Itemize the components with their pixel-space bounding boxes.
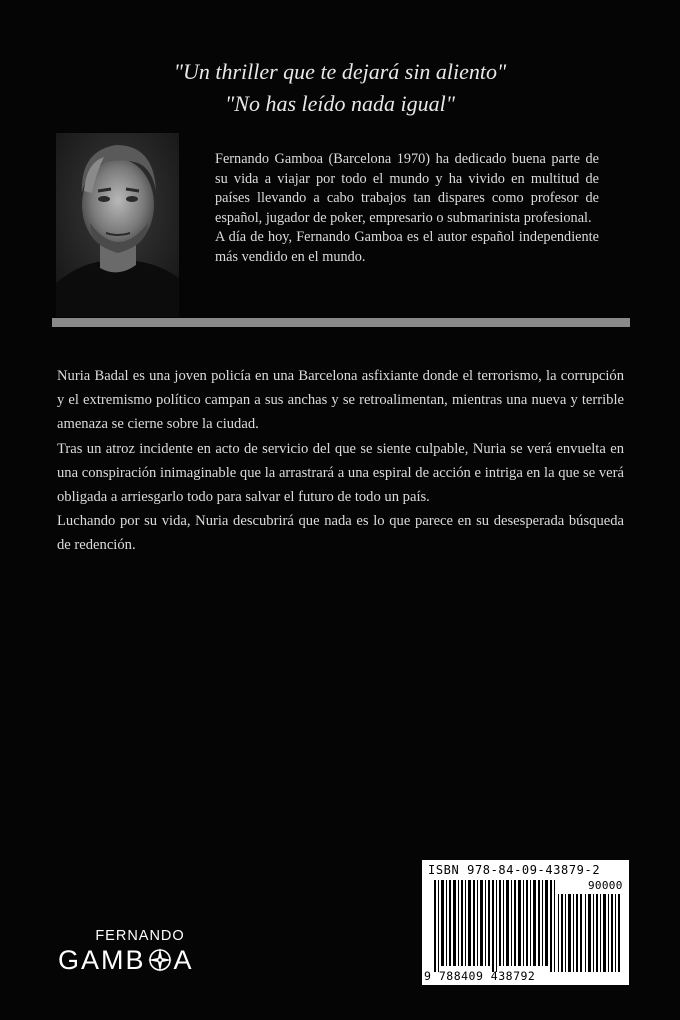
author-logo xyxy=(58,928,218,976)
compass-rose-icon xyxy=(147,947,173,973)
synopsis-paragraph: Luchando por su vida, Nuria descubrirá que nada es lo que parece en su desesperada búsqueda de redención. xyxy=(57,513,624,554)
synopsis-paragraph: Nuria Badal es una joven policía en una Barcelona asfixiante donde el terrorismo, la corrupción y el extremismo político campan a sus anchas y se retroalimentan, mientras una nueva y terrible amenaza se cierne sobre la ciudad. xyxy=(57,368,624,433)
author-portrait-image xyxy=(56,133,179,317)
bio-paragraph: A día de hoy, Fernando Gamboa es el autor español independiente más vendido en el mundo. xyxy=(215,229,599,265)
logo-bottom-right: A xyxy=(173,945,194,975)
divider-bar xyxy=(52,318,630,327)
price-code-text: 90000 xyxy=(588,879,623,892)
logo-top-text: FERNANDO xyxy=(95,928,185,944)
isbn-text: ISBN 978-84-09-43879-2 xyxy=(428,863,601,877)
quote-2: "No has leído nada igual" xyxy=(225,91,455,116)
synopsis-paragraph: Tras un atroz incidente en acto de servicio del que se siente culpable, Nuria se verá envuelta en una conspiración inimaginable que la arrastrará a una espiral de acción e intriga en la que se verá obligada a arriesgarlo todo para salvar el futuro de todo un país. xyxy=(57,440,624,506)
logo-bottom-left: GAMB xyxy=(58,945,146,975)
bio-paragraph: Fernando Gamboa (Barcelona 1970) ha dedicado buena parte de su vida a viajar por todo el mundo y ha vivido en multitud de países llevando a cabo trabajos tan dispares como profesor de español, jugador de poker, empresario o submarinista profesional. xyxy=(215,151,599,226)
logo-bottom-text xyxy=(58,944,218,976)
isbn-barcode xyxy=(422,860,629,985)
author-photo xyxy=(56,133,179,317)
book-synopsis xyxy=(57,364,624,558)
quote-1: "Un thriller que te dejará sin aliento" xyxy=(173,59,507,84)
ean-digits: 9 788409 438792 xyxy=(424,969,536,983)
barcode-bars xyxy=(422,860,629,985)
cover-quotes xyxy=(0,56,680,120)
author-bio xyxy=(215,150,599,268)
